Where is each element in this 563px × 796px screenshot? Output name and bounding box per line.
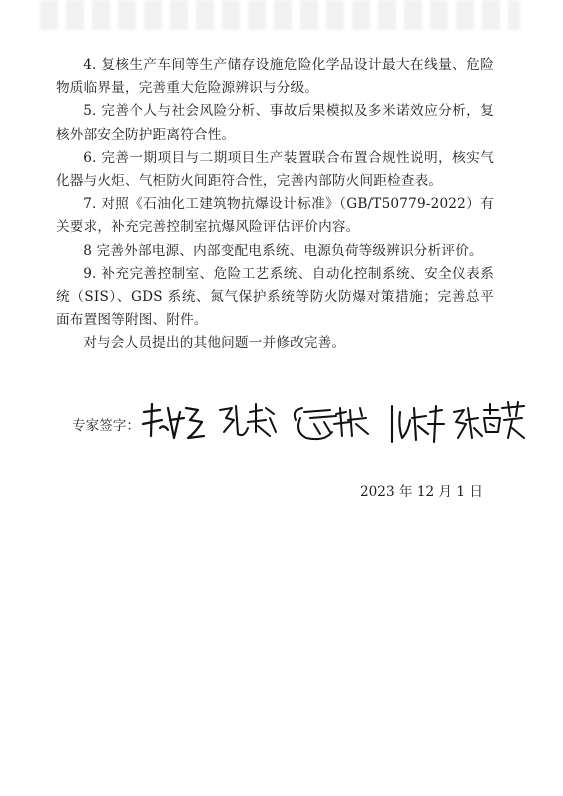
handwritten-signature-1	[140, 398, 208, 448]
handwritten-signature-2	[214, 398, 280, 448]
item-8: 8 完善外部电源、内部变配电系统、电源负荷等级辨识分析评价。	[83, 242, 483, 259]
signature-label: 专家签字：	[72, 418, 140, 434]
item-4: 4. 复核生产车间等生产储存设施危险化学品设计最大在线量、危险物质临界量，完善重大危险源辨识与分级。	[56, 57, 494, 97]
show-through-text	[40, 0, 520, 30]
item-5: 5. 完善个人与社会风险分析、事故后果模拟及多米诺效应分析，复核外部安全防护距离符合性。	[56, 103, 494, 143]
item-6: 6. 完善一期项目与二期项目生产装置联合布置合规性说明，核实气化器与火炬、气柜防火间距符合性，完善内部防火间距检查表。	[56, 149, 494, 190]
handwritten-signature-5	[448, 398, 528, 452]
closing-note: 对与会人员提出的其他问题一并修改完善。	[83, 335, 346, 352]
signature-row	[72, 398, 532, 458]
item-9: 9. 补充完善控制室、危险工艺系统、自动化控制系统、安全仪表系统（SIS）、GDS 系统、氮气保护系统等防火防爆对策措施；完善总平面布置图等附图、附件。	[56, 265, 494, 329]
document-body	[56, 54, 494, 356]
item-7: 7. 对照《石油化工建筑物抗爆设计标准》（GB/T50779-2022）有关要求，补充完善控制室抗爆风险评估评价内容。	[56, 196, 494, 236]
handwritten-signature-4	[386, 398, 446, 452]
document-date: 2023 年 12 月 1 日	[360, 484, 483, 500]
handwritten-signature-3	[290, 398, 372, 450]
